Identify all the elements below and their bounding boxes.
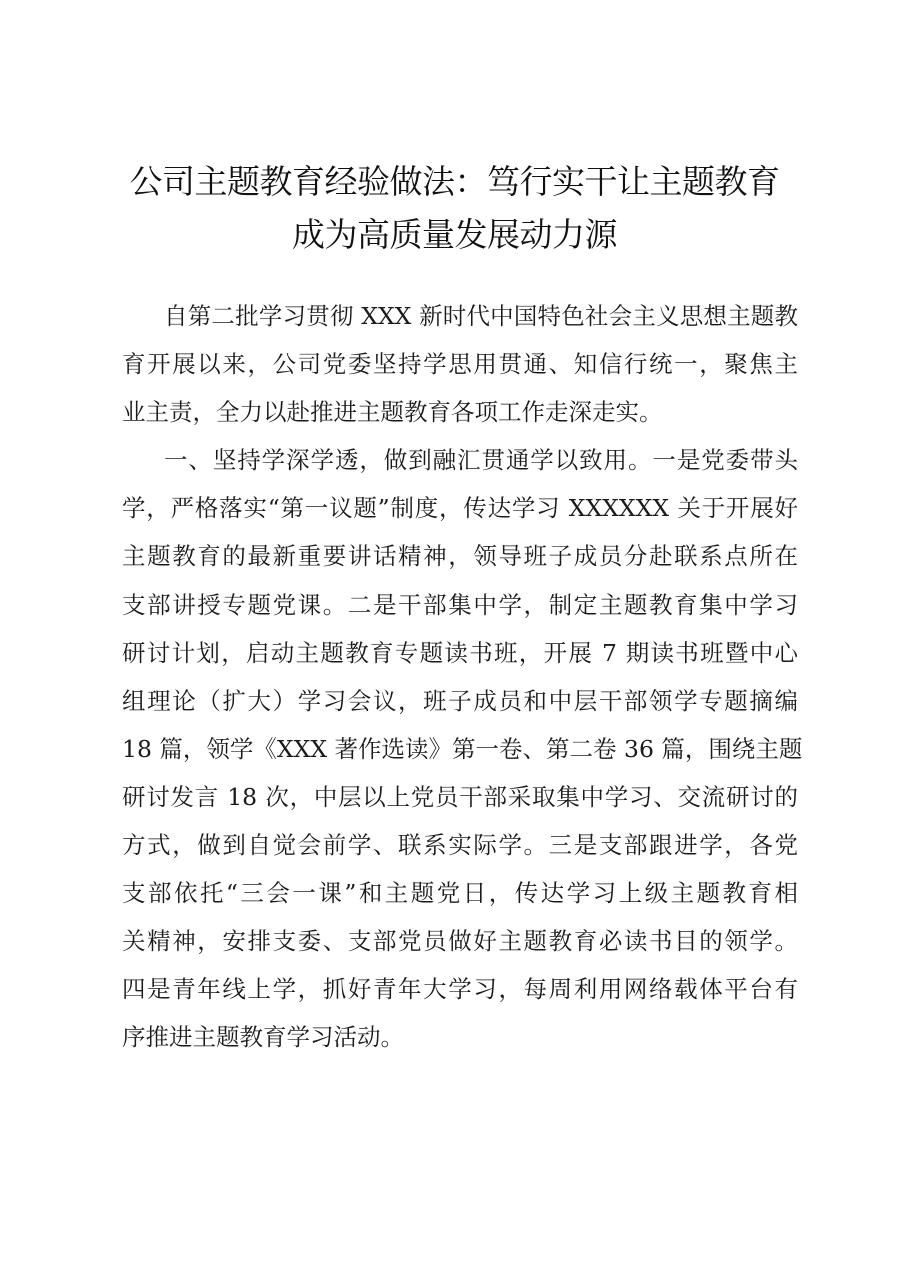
document-title — [100, 155, 809, 261]
paragraph-intro — [122, 292, 798, 436]
paragraph-line: 主题教育的最新重要讲话精神，领导班子成员分赴联系点所在 — [122, 542, 798, 571]
paragraph-line: 自第二批学习贯彻 XXX 新时代中国特色社会主义思想主题教 — [164, 302, 798, 330]
paragraph-line: 育开展以来，公司党委坚持学思用贯通、知信行统一，聚焦主 — [122, 350, 798, 379]
title-line-2: 成为高质量发展动力源 — [292, 215, 617, 254]
paragraph-line: 支部讲授专题党课。二是干部集中学，制定主题教育集中学习 — [122, 590, 798, 619]
paragraph-line: 研讨计划，启动主题教育专题读书班，开展 7 期读书班暨中心 — [122, 638, 798, 667]
title-line-1: 公司主题教育经验做法：笃行实干让主题教育 — [129, 162, 780, 201]
document-body — [122, 292, 803, 1062]
paragraph-line: 学，严格落实“第一议题”制度，传达学习 XXXXXX 关于开展好 — [122, 494, 798, 523]
paragraph-line: 业主责，全力以赴推进主题教育各项工作走深走实。 — [122, 398, 663, 427]
paragraph-line: 一、坚持学深学透，做到融汇贯通学以致用。一是党委带头 — [164, 446, 798, 475]
paragraph-line: 组理论（扩大）学习会议，班子成员和中层干部领学专题摘编 — [122, 686, 798, 715]
paragraph-line: 18 篇，领学《XXX 著作选读》第一卷、第二卷 36 篇，围绕主题 — [122, 734, 803, 763]
paragraph-section-1 — [122, 436, 803, 1061]
paragraph-line: 关精神，安排支委、支部党员做好主题教育必读书目的领学。 — [122, 927, 798, 956]
paragraph-line: 四是青年线上学，抓好青年大学习，每周利用网络载体平台有 — [122, 975, 798, 1004]
paragraph-line: 研讨发言 18 次，中层以上党员干部采取集中学习、交流研讨的 — [122, 782, 798, 811]
paragraph-line: 支部依托“三会一课”和主题党日，传达学习上级主题教育相 — [122, 879, 798, 908]
paragraph-line: 方式，做到自觉会前学、联系实际学。三是支部跟进学，各党 — [122, 831, 798, 860]
paragraph-line: 序推进主题教育学习活动。 — [122, 1023, 404, 1052]
